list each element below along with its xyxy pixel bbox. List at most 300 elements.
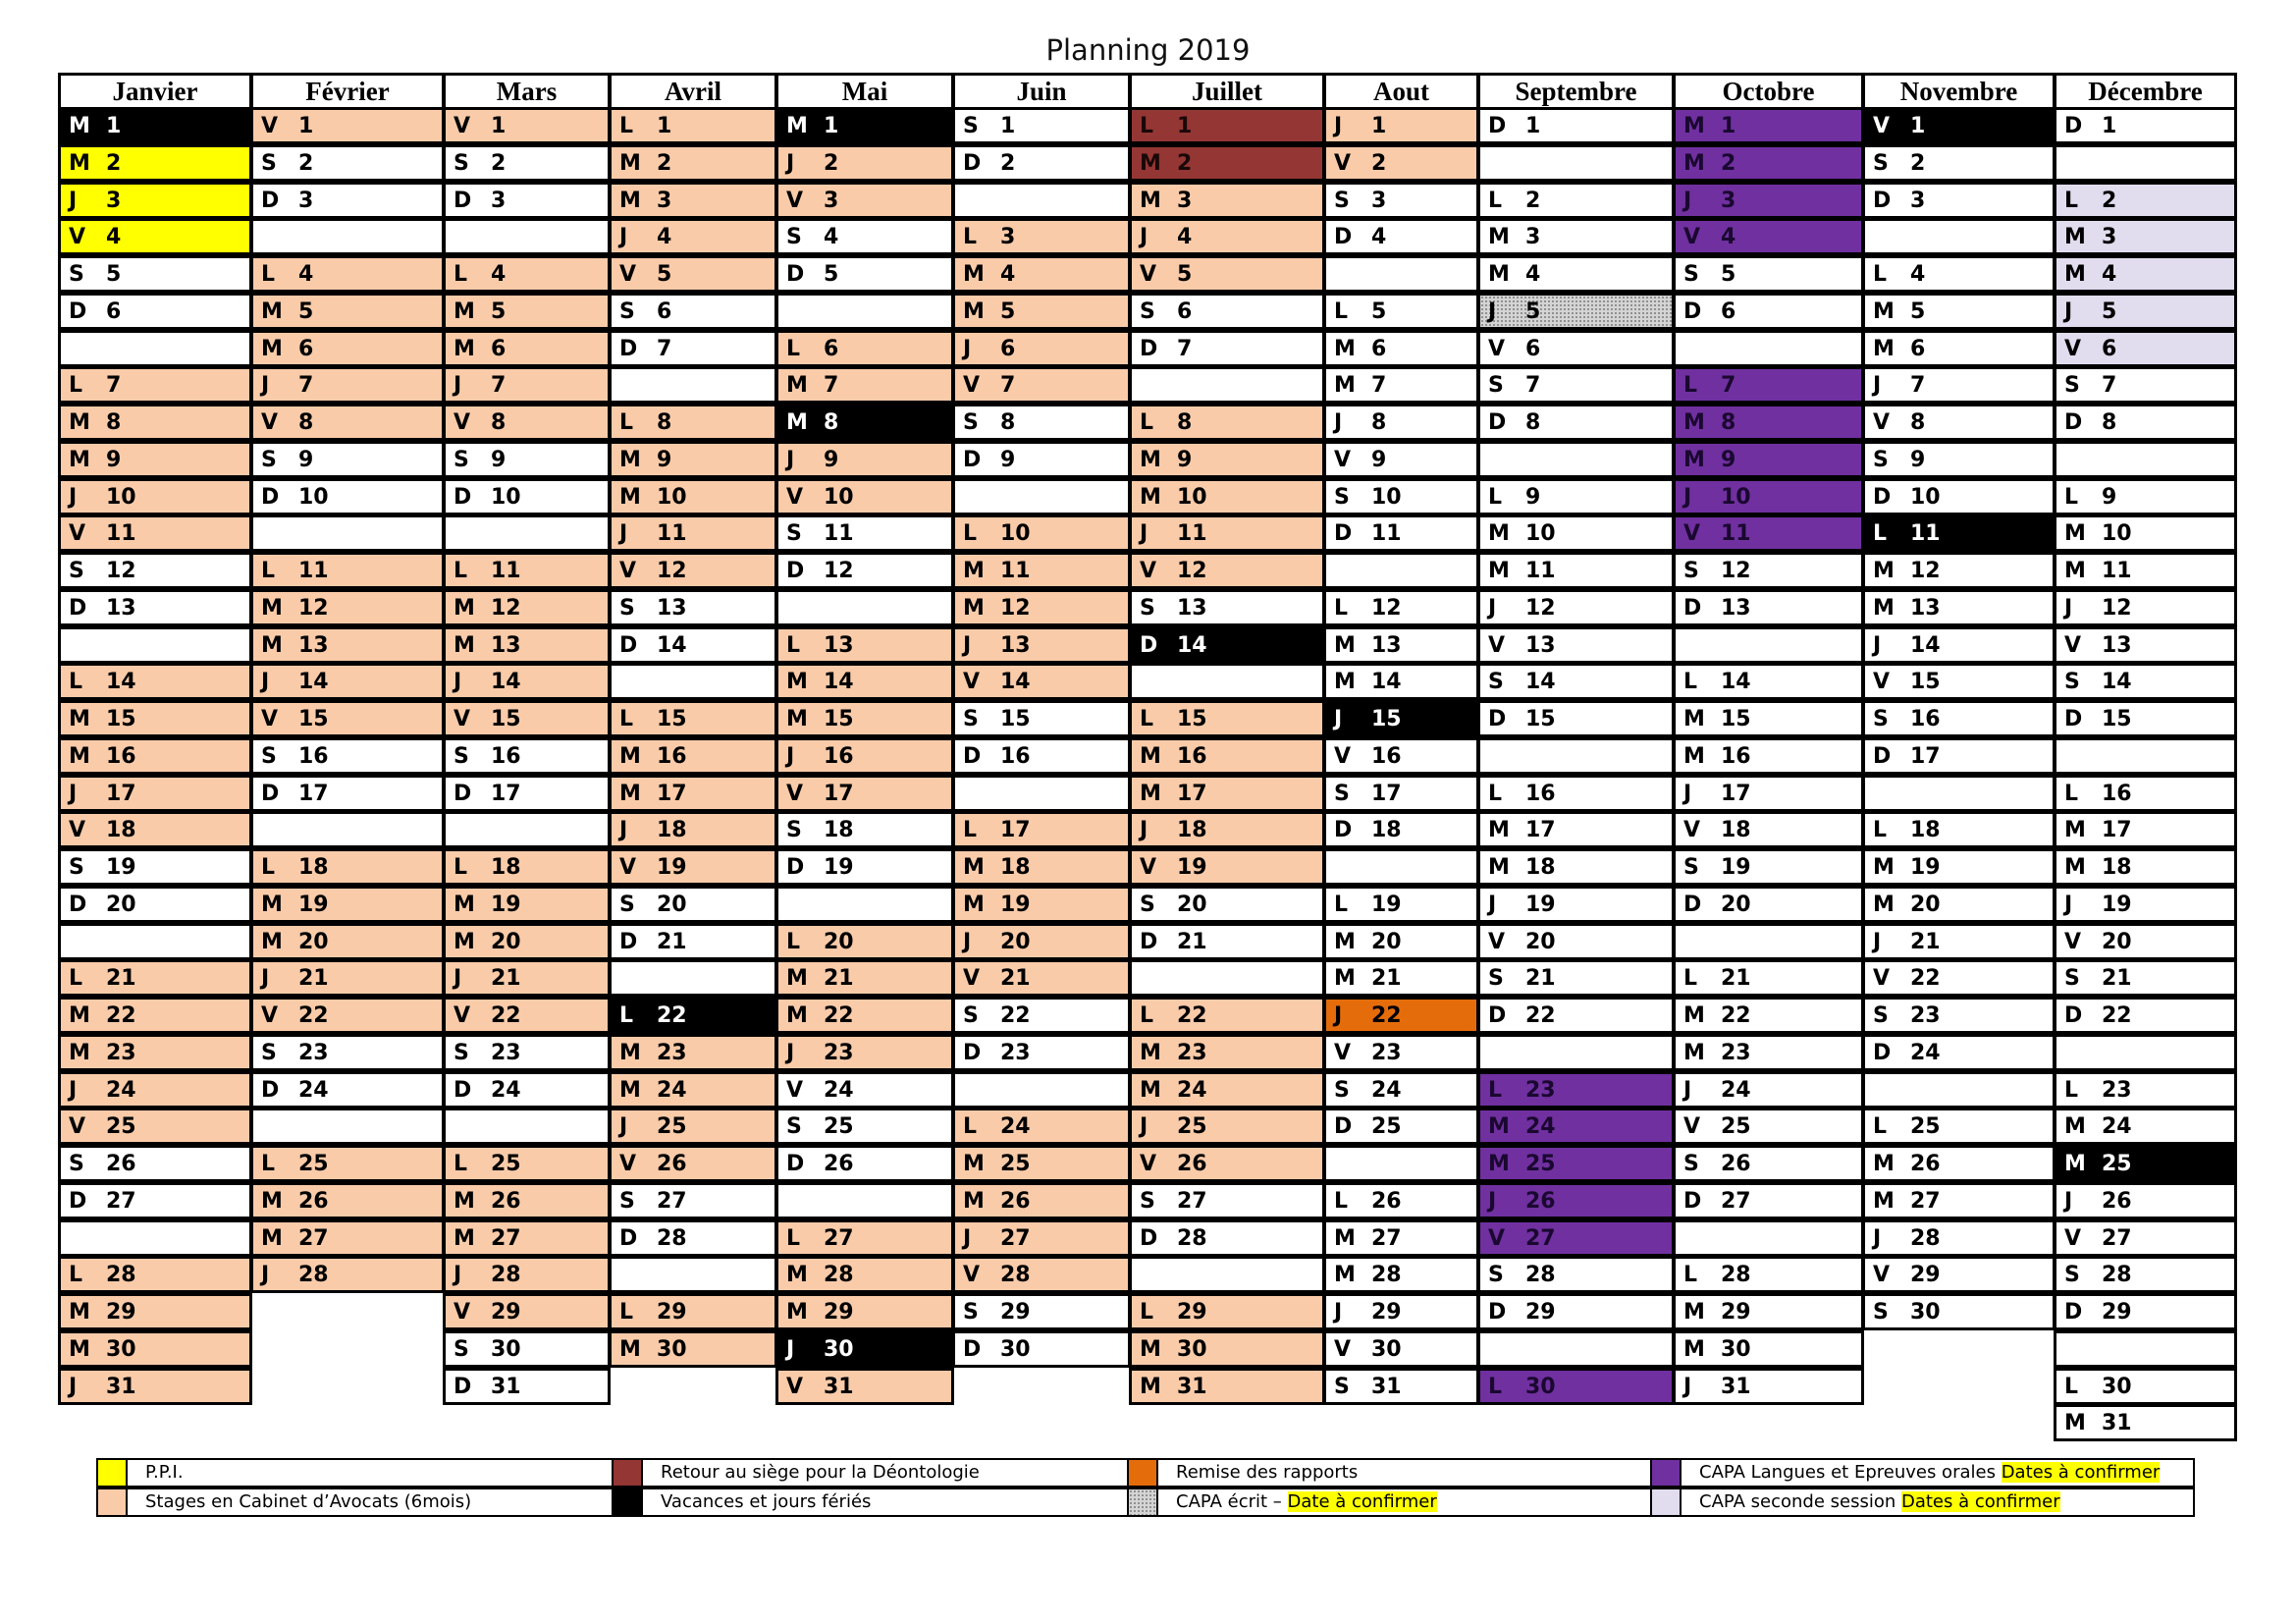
day-number: 24 xyxy=(2102,1114,2132,1139)
day-cell xyxy=(1129,589,1325,626)
day-cell xyxy=(1129,997,1325,1034)
day-number: 17 xyxy=(1721,782,1751,806)
day-cell xyxy=(1673,737,1864,775)
day-number: 25 xyxy=(298,1152,329,1176)
day-cell xyxy=(775,663,954,700)
weekday-letter: J xyxy=(963,633,972,658)
weekday-letter: J xyxy=(1334,114,1343,138)
day-cell xyxy=(1323,514,1479,552)
weekday-letter: M xyxy=(1683,1041,1705,1065)
day-number: 8 xyxy=(1000,410,1016,435)
weekday-letter: V xyxy=(963,966,981,991)
day-number: 7 xyxy=(1721,373,1736,398)
weekday-letter: J xyxy=(261,670,270,694)
weekday-letter: S xyxy=(69,559,84,583)
day-number: 13 xyxy=(2102,633,2132,658)
day-cell xyxy=(1862,626,2056,664)
day-cell xyxy=(952,700,1131,737)
weekday-letter: V xyxy=(963,373,981,398)
day-number: 17 xyxy=(106,782,136,806)
day-cell xyxy=(443,700,611,737)
weekday-letter: L xyxy=(1683,1263,1698,1287)
weekday-letter: L xyxy=(1488,782,1503,806)
day-number: 11 xyxy=(1910,521,1941,546)
day-cell xyxy=(1129,107,1325,144)
weekday-letter: D xyxy=(963,1337,982,1362)
day-cell xyxy=(775,1368,954,1405)
weekday-letter: M xyxy=(619,448,641,472)
day-number: 19 xyxy=(491,893,521,917)
day-cell xyxy=(443,552,611,589)
day-cell xyxy=(250,552,445,589)
weekday-letter: J xyxy=(454,966,462,991)
day-number: 6 xyxy=(1371,337,1387,361)
weekday-letter: S xyxy=(261,744,277,769)
week-separator xyxy=(2054,1034,2237,1071)
day-cell xyxy=(609,886,777,923)
day-number: 3 xyxy=(657,189,672,213)
weekday-letter: D xyxy=(1873,744,1892,769)
day-cell xyxy=(1862,589,2056,626)
weekday-letter: S xyxy=(1683,1152,1699,1176)
week-separator xyxy=(1673,626,1864,664)
day-cell xyxy=(2054,1108,2237,1145)
day-cell xyxy=(952,144,1131,182)
day-number: 19 xyxy=(1910,855,1941,880)
weekday-letter: D xyxy=(1334,521,1353,546)
day-number: 28 xyxy=(298,1263,329,1287)
day-number: 8 xyxy=(491,410,507,435)
legend-text: CAPA seconde session xyxy=(1699,1491,1901,1512)
weekday-letter: D xyxy=(2064,707,2083,731)
weekday-letter: D xyxy=(1334,1114,1353,1139)
day-number: 1 xyxy=(491,114,507,138)
weekday-letter: V xyxy=(619,855,637,880)
weekday-letter: D xyxy=(69,596,87,621)
legend-text: P.P.I. xyxy=(145,1462,184,1483)
weekday-letter: D xyxy=(69,299,87,324)
day-cell xyxy=(1673,293,1864,330)
day-cell xyxy=(1129,923,1325,960)
day-cell xyxy=(952,886,1131,923)
day-number: 23 xyxy=(1000,1041,1031,1065)
day-cell xyxy=(58,1256,252,1293)
day-number: 24 xyxy=(1371,1078,1402,1103)
day-cell xyxy=(250,1034,445,1071)
day-cell xyxy=(1323,1293,1479,1330)
day-cell xyxy=(1862,441,2056,478)
day-number: 22 xyxy=(2102,1003,2132,1028)
day-cell xyxy=(609,589,777,626)
day-cell xyxy=(952,330,1131,367)
weekday-letter: S xyxy=(261,151,277,176)
weekday-letter: D xyxy=(261,782,280,806)
weekday-letter: L xyxy=(454,1152,468,1176)
weekday-letter: L xyxy=(1140,1300,1154,1325)
week-separator xyxy=(443,514,611,552)
day-number: 2 xyxy=(2102,189,2117,213)
day-number: 4 xyxy=(1721,225,1736,249)
day-cell xyxy=(775,700,954,737)
weekday-letter: V xyxy=(786,189,804,213)
weekday-letter: S xyxy=(2064,966,2080,991)
week-separator xyxy=(250,1108,445,1145)
day-cell xyxy=(443,1145,611,1182)
weekday-letter: S xyxy=(2064,373,2080,398)
day-number: 8 xyxy=(1910,410,1926,435)
weekday-letter: S xyxy=(1334,1078,1350,1103)
day-number: 14 xyxy=(2102,670,2132,694)
day-number: 3 xyxy=(1525,225,1541,249)
day-number: 29 xyxy=(1371,1300,1402,1325)
day-number: 26 xyxy=(1525,1189,1556,1214)
day-number: 21 xyxy=(1371,966,1402,991)
day-number: 30 xyxy=(657,1337,687,1362)
day-cell xyxy=(1129,1145,1325,1182)
day-number: 11 xyxy=(1371,521,1402,546)
weekday-letter: S xyxy=(1488,373,1504,398)
day-cell xyxy=(609,700,777,737)
day-number: 17 xyxy=(1177,782,1207,806)
day-cell xyxy=(1477,293,1675,330)
day-number: 28 xyxy=(657,1226,687,1251)
weekday-letter: L xyxy=(69,966,83,991)
day-number: 27 xyxy=(298,1226,329,1251)
day-number: 14 xyxy=(1525,670,1556,694)
weekday-letter: D xyxy=(1140,337,1158,361)
day-number: 17 xyxy=(1910,744,1941,769)
weekday-letter: V xyxy=(1140,559,1157,583)
day-number: 12 xyxy=(106,559,136,583)
weekday-letter: M xyxy=(963,596,985,621)
weekday-letter: D xyxy=(963,151,982,176)
weekday-letter: D xyxy=(1140,1226,1158,1251)
day-number: 27 xyxy=(2102,1226,2132,1251)
day-cell xyxy=(1323,330,1479,367)
legend-highlight: Dates à confirmer xyxy=(1900,1491,2060,1512)
day-cell xyxy=(250,107,445,144)
weekday-letter: M xyxy=(261,930,283,954)
day-number: 3 xyxy=(491,189,507,213)
month-header: Février xyxy=(250,73,445,110)
week-separator xyxy=(1673,1219,1864,1257)
weekday-letter: J xyxy=(1683,1375,1692,1399)
weekday-letter: D xyxy=(619,633,638,658)
day-cell xyxy=(1129,775,1325,812)
day-number: 29 xyxy=(1000,1300,1031,1325)
weekday-letter: L xyxy=(1683,373,1698,398)
month-header: Octobre xyxy=(1673,73,1864,110)
day-cell xyxy=(1323,1182,1479,1219)
day-cell xyxy=(58,144,252,182)
day-cell xyxy=(250,700,445,737)
day-cell xyxy=(1673,255,1864,293)
day-cell xyxy=(1323,663,1479,700)
day-number: 15 xyxy=(824,707,854,731)
day-cell xyxy=(58,886,252,923)
day-number: 14 xyxy=(1177,633,1207,658)
day-number: 22 xyxy=(1000,1003,1031,1028)
weekday-letter: J xyxy=(1334,1300,1343,1325)
day-cell xyxy=(609,514,777,552)
day-number: 17 xyxy=(824,782,854,806)
day-cell xyxy=(443,923,611,960)
day-number: 18 xyxy=(106,818,136,842)
day-cell xyxy=(2054,959,2237,997)
day-cell xyxy=(1477,848,1675,886)
day-number: 25 xyxy=(1000,1152,1031,1176)
legend-label xyxy=(1176,1462,1358,1483)
day-cell xyxy=(1129,330,1325,367)
week-separator xyxy=(443,811,611,848)
day-cell xyxy=(1129,255,1325,293)
day-cell xyxy=(58,848,252,886)
day-cell xyxy=(1323,218,1479,255)
weekday-letter: M xyxy=(2064,855,2086,880)
day-number: 9 xyxy=(1525,485,1541,510)
weekday-letter: S xyxy=(786,225,802,249)
day-number: 21 xyxy=(1525,966,1556,991)
weekday-letter: D xyxy=(261,189,280,213)
day-number: 25 xyxy=(1721,1114,1751,1139)
day-cell xyxy=(1323,293,1479,330)
weekday-letter: V xyxy=(1873,1263,1891,1287)
weekday-letter: J xyxy=(786,744,795,769)
day-cell xyxy=(775,1256,954,1293)
day-number: 3 xyxy=(1371,189,1387,213)
weekday-letter: M xyxy=(69,1337,90,1362)
day-number: 26 xyxy=(106,1152,136,1176)
day-cell xyxy=(58,1293,252,1330)
weekday-letter: D xyxy=(786,559,805,583)
day-cell xyxy=(250,441,445,478)
weekday-letter: M xyxy=(1334,1263,1356,1287)
weekday-letter: L xyxy=(1334,1189,1349,1214)
day-number: 28 xyxy=(106,1263,136,1287)
day-cell xyxy=(443,330,611,367)
weekday-letter: M xyxy=(1334,966,1356,991)
day-cell xyxy=(952,366,1131,404)
weekday-letter: M xyxy=(261,299,283,324)
day-number: 15 xyxy=(106,707,136,731)
day-number: 18 xyxy=(1721,818,1751,842)
day-cell xyxy=(1673,514,1864,552)
day-number: 15 xyxy=(1721,707,1751,731)
day-cell xyxy=(443,366,611,404)
week-separator xyxy=(1862,1071,2056,1109)
day-number: 15 xyxy=(298,707,329,731)
day-number: 1 xyxy=(1910,114,1926,138)
week-separator xyxy=(775,1182,954,1219)
day-number: 30 xyxy=(1177,1337,1207,1362)
day-number: 14 xyxy=(1371,670,1402,694)
day-cell xyxy=(1323,923,1479,960)
day-cell xyxy=(609,107,777,144)
day-cell xyxy=(1129,404,1325,441)
day-number: 21 xyxy=(106,966,136,991)
day-number: 7 xyxy=(298,373,314,398)
weekday-letter: D xyxy=(1140,633,1158,658)
legend-label xyxy=(1176,1491,1437,1512)
day-cell xyxy=(443,1256,611,1293)
weekday-letter: L xyxy=(1140,410,1154,435)
day-number: 16 xyxy=(824,744,854,769)
day-cell xyxy=(1673,1145,1864,1182)
day-number: 12 xyxy=(2102,596,2132,621)
day-cell xyxy=(775,144,954,182)
weekday-letter: V xyxy=(1873,966,1891,991)
weekday-letter: J xyxy=(786,1041,795,1065)
day-cell xyxy=(1129,700,1325,737)
day-number: 4 xyxy=(657,225,672,249)
weekday-letter: V xyxy=(1334,151,1352,176)
weekday-letter: V xyxy=(69,225,86,249)
day-cell xyxy=(443,293,611,330)
day-cell xyxy=(775,514,954,552)
weekday-letter: J xyxy=(1488,1189,1497,1214)
day-cell xyxy=(1862,514,2056,552)
week-separator xyxy=(1673,923,1864,960)
weekday-letter: S xyxy=(786,818,802,842)
day-cell xyxy=(2054,848,2237,886)
day-number: 20 xyxy=(824,930,854,954)
day-number: 3 xyxy=(298,189,314,213)
weekday-letter: M xyxy=(454,930,475,954)
day-number: 9 xyxy=(491,448,507,472)
day-number: 24 xyxy=(106,1078,136,1103)
weekday-letter: M xyxy=(1683,114,1705,138)
day-number: 29 xyxy=(491,1300,521,1325)
weekday-letter: V xyxy=(1683,1114,1701,1139)
weekday-letter: V xyxy=(69,1114,86,1139)
day-cell xyxy=(1129,848,1325,886)
weekday-letter: J xyxy=(69,485,78,510)
day-number: 16 xyxy=(106,744,136,769)
weekday-letter: L xyxy=(2064,1078,2079,1103)
weekday-letter: M xyxy=(619,1337,641,1362)
day-cell xyxy=(1477,811,1675,848)
day-number: 30 xyxy=(1525,1375,1556,1399)
day-cell xyxy=(1862,1108,2056,1145)
day-number: 9 xyxy=(1000,448,1016,472)
weekday-letter: L xyxy=(1334,893,1349,917)
day-cell xyxy=(1323,811,1479,848)
day-cell xyxy=(609,1034,777,1071)
day-number: 26 xyxy=(491,1189,521,1214)
day-cell xyxy=(775,441,954,478)
day-number: 12 xyxy=(1000,596,1031,621)
day-cell xyxy=(1862,1293,2056,1330)
day-number: 28 xyxy=(1177,1226,1207,1251)
weekday-letter: J xyxy=(619,1114,628,1139)
day-cell xyxy=(775,182,954,219)
weekday-letter: M xyxy=(963,262,985,287)
day-number: 24 xyxy=(1525,1114,1556,1139)
day-number: 22 xyxy=(824,1003,854,1028)
day-number: 5 xyxy=(1910,299,1926,324)
weekday-letter: V xyxy=(619,559,637,583)
day-number: 6 xyxy=(1721,299,1736,324)
week-separator xyxy=(443,218,611,255)
day-number: 26 xyxy=(2102,1189,2132,1214)
day-number: 25 xyxy=(1177,1114,1207,1139)
weekday-letter: D xyxy=(1488,1003,1507,1028)
day-cell xyxy=(250,1145,445,1182)
day-number: 28 xyxy=(1371,1263,1402,1287)
day-number: 30 xyxy=(2102,1375,2132,1399)
day-number: 21 xyxy=(1721,966,1751,991)
day-cell xyxy=(58,811,252,848)
weekday-letter: M xyxy=(1683,448,1705,472)
day-number: 8 xyxy=(1721,410,1736,435)
weekday-letter: M xyxy=(1488,559,1510,583)
day-number: 4 xyxy=(298,262,314,287)
weekday-letter: V xyxy=(963,1263,981,1287)
weekday-letter: V xyxy=(786,1078,804,1103)
day-number: 29 xyxy=(1721,1300,1751,1325)
weekday-letter: S xyxy=(1334,189,1350,213)
month-header: Aout xyxy=(1323,73,1479,110)
day-cell xyxy=(2054,1256,2237,1293)
day-number: 17 xyxy=(1525,818,1556,842)
weekday-letter: M xyxy=(454,1226,475,1251)
weekday-letter: M xyxy=(963,299,985,324)
day-number: 12 xyxy=(1371,596,1402,621)
day-number: 28 xyxy=(824,1263,854,1287)
legend-text: Stages en Cabinet d’Avocats (6mois) xyxy=(145,1491,472,1512)
day-cell xyxy=(609,737,777,775)
day-cell xyxy=(1323,1071,1479,1109)
day-number: 1 xyxy=(657,114,672,138)
legend-label xyxy=(1699,1462,2160,1483)
weekday-letter: V xyxy=(2064,1226,2082,1251)
weekday-letter: J xyxy=(1488,893,1497,917)
weekday-letter: V xyxy=(1873,114,1891,138)
legend-swatch xyxy=(1652,1460,1682,1486)
day-number: 10 xyxy=(491,485,521,510)
weekday-letter: M xyxy=(69,1003,90,1028)
legend-label xyxy=(145,1491,471,1512)
day-number: 22 xyxy=(1371,1003,1402,1028)
day-number: 5 xyxy=(1721,262,1736,287)
day-cell xyxy=(2054,923,2237,960)
day-cell xyxy=(952,1219,1131,1257)
day-number: 24 xyxy=(1910,1041,1941,1065)
day-number: 12 xyxy=(1910,559,1941,583)
day-cell xyxy=(1862,107,2056,144)
legend-swatch xyxy=(98,1489,128,1515)
week-separator xyxy=(2054,737,2237,775)
week-separator xyxy=(609,663,777,700)
weekday-letter: L xyxy=(261,1152,276,1176)
day-number: 7 xyxy=(1910,373,1926,398)
day-cell xyxy=(775,775,954,812)
day-cell xyxy=(609,1071,777,1109)
day-cell xyxy=(609,293,777,330)
day-number: 14 xyxy=(824,670,854,694)
day-cell xyxy=(1323,1368,1479,1405)
day-number: 26 xyxy=(1000,1189,1031,1214)
day-cell xyxy=(1673,218,1864,255)
day-number: 16 xyxy=(491,744,521,769)
weekday-letter: V xyxy=(2064,930,2082,954)
week-separator xyxy=(2054,1330,2237,1368)
day-cell xyxy=(775,737,954,775)
week-separator xyxy=(1323,1145,1479,1182)
day-number: 27 xyxy=(1000,1226,1031,1251)
day-number: 18 xyxy=(2102,855,2132,880)
weekday-letter: D xyxy=(1873,189,1892,213)
